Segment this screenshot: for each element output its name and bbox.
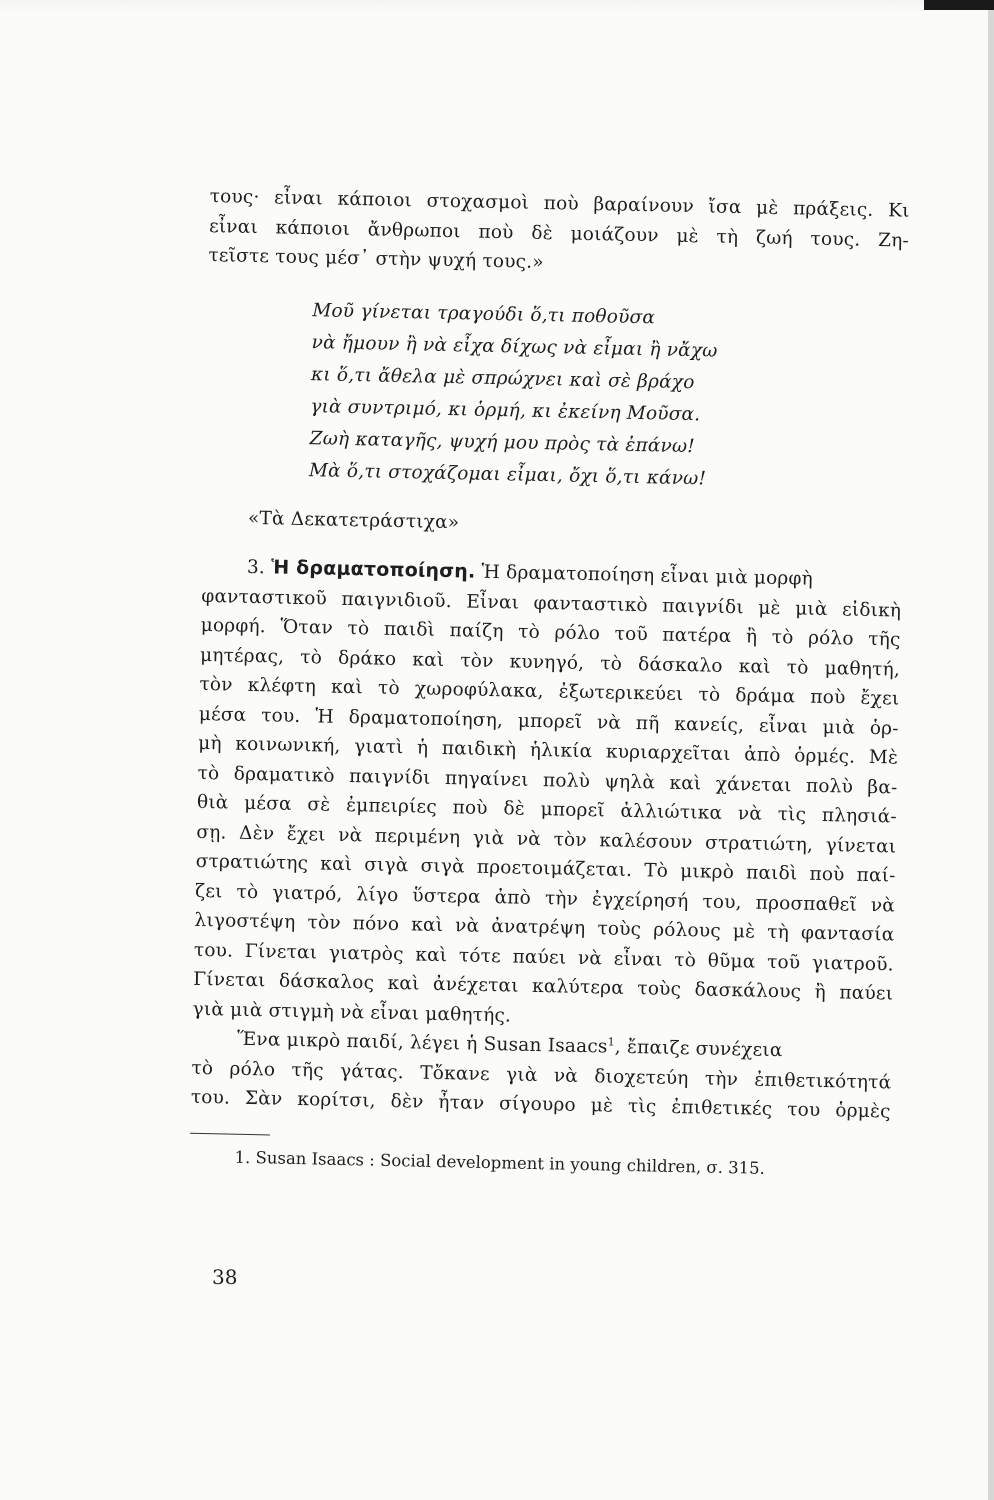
section-first-line-text: Ἡ δραματοποίηση εἶναι μιὰ μορφὴ	[481, 561, 814, 590]
body-line: τὸν κλέφτη καὶ τὸ χωροφύλακα, ἐξωτερικεύει τὸ δράμα ποὺ ἔχει	[199, 673, 900, 710]
body-line: μητέρας, τὸ δράκο καὶ τὸν κυνηγό, τὸ δάσκαλο καὶ τὸ μαθητή,	[199, 644, 901, 681]
body-line: μὴ κοινωνική, γιατὶ ἡ παιδικὴ ἡλικία κυριαρχεῖται ἀπὸ ὁρμές. Μὲ	[198, 732, 899, 769]
body-line: γιὰ μιὰ στιγμὴ νὰ εἶναι μαθητής.	[192, 998, 512, 1026]
poem-line: Μὰ ὅ,τι στοχάζομαι εἶμαι, ὄχι ὅ,τι κάνω!	[308, 459, 707, 489]
body-line: ζει τὸ γιατρό, λίγο ὕστερα ἀπὸ τὴν ἐγχείρησή του, προσπαθεῖ νὰ	[194, 880, 896, 917]
body-line: μέσα του. Ἡ δραματοποίηση, μπορεῖ νὰ πῆ κανείς, εἶναι μιὰ ὁρ-	[198, 703, 899, 740]
poem-line: κι ὅ,τι ἄθελα μὲ σπρώχνει καὶ σὲ βράχο	[310, 363, 695, 393]
paragraph-isaacs	[191, 1024, 893, 1127]
poem-line: νὰ ἤμουν ἢ νὰ εἶχα δίχως νὰ εἶμαι ἢ νἄχω	[311, 331, 718, 362]
body-line: τὸ ρόλο τῆς γάτας. Τὄκανε γιὰ νὰ διοχετεύη τὴν ἐπιθετικότητά	[191, 1057, 892, 1093]
body-line: του. Σὰν κορίτσι, δὲν ἦταν σίγουρο μὲ τὶς ἐπιθετικές του ὁρμὲς	[190, 1086, 891, 1123]
scan-corner-mark	[924, 0, 994, 10]
body-line: φανταστικοῦ παιγνιδιοῦ. Εἶναι φανταστικὸ παιγνίδι μὲ μιὰ εἰδικὴ	[201, 585, 902, 622]
poem-line: Ζωὴ καταγῆς, ψυχή μου πρὸς τὰ ἐπάνω!	[309, 427, 696, 457]
footnote: 1. Susan Isaacs : Social development in young children, σ. 315.	[234, 1147, 766, 1178]
isaacs-line-text-end: , ἔπαιζε συνέχεια	[614, 1036, 783, 1062]
page-right-edge	[988, 0, 994, 1500]
footnote-reference: 1	[607, 1035, 616, 1049]
section-number: 3.	[246, 556, 266, 579]
body-line: Γίνεται δάσκαλος καὶ ἀνέχεται καλύτερα τοὺς δασκάλους ἢ παύει	[193, 968, 894, 1005]
intro-line: εἶναι κάποιοι ἄνθρωποι ποὺ δὲ μοιάζουν μὲ τὴ ζωή τους. Ζη-	[208, 215, 910, 252]
section-heading: Ἡ δραματοποίηση.	[270, 556, 476, 583]
page-top-edge	[0, 0, 994, 12]
poem-line: Μοῦ γίνεται τραγούδι ὅ,τι ποθοῦσα	[312, 299, 656, 328]
body-line: λιγοστέψη τὸν πόνο καὶ νὰ ἀνατρέψη τοὺς ρόλους μὲ τὴ φαντασία	[194, 909, 895, 946]
intro-paragraph	[208, 182, 910, 285]
poem	[309, 295, 908, 499]
poem-source: «Τὰ Δεκατετράστιχα»	[247, 507, 460, 533]
page-number: 38	[212, 1265, 238, 1289]
isaacs-line-text: Ἕνα μικρὸ παιδί, λέγει ἡ Susan Isaacs	[236, 1028, 608, 1058]
body-line: του. Γίνεται γιατρὸς καὶ τότε παύει νὰ εἶναι τὸ θῦμα τοῦ γιατροῦ.	[193, 939, 894, 975]
section-dramatization	[192, 552, 902, 1039]
poem-line: γιὰ συντριμό, κι ὁρμή, κι ἐκείνη Μοῦσα.	[310, 395, 701, 425]
body-line: σῃ. Δὲν ἔχει νὰ περιμένη γιὰ νὰ τὸν καλέσουν στρατιώτη, γίνεται	[196, 821, 897, 858]
intro-line: τους· εἶναι κάποιοι στοχασμοὶ ποὺ βαραίνουν ἴσα μὲ πράξεις. Κι	[209, 185, 910, 222]
intro-line: τεῖστε τους μέσ᾿ στὴν ψυχή τους.»	[208, 244, 545, 274]
body-line: μορφή. Ὅταν τὸ παιδὶ παίζη τὸ ρόλο τοῦ πατέρα ἢ τὸ ρόλο τῆς	[200, 614, 901, 651]
body-line: θιὰ μέσα σὲ ἐμπειρίες ποὺ δὲ μπορεῖ ἀλλιώτικα νὰ τὶς πλησιά-	[196, 791, 898, 828]
body-line: στρατιώτης καὶ σιγὰ σιγὰ προετοιμάζεται. Τὸ μικρὸ παιδὶ ποὺ παί-	[195, 850, 896, 887]
page-text-block	[189, 182, 909, 1182]
footnote-divider	[190, 1132, 270, 1135]
body-line: τὸ δραματικὸ παιγνίδι πηγαίνει πολὺ ψηλὰ καὶ χάνεται πολὺ βα-	[197, 762, 898, 799]
